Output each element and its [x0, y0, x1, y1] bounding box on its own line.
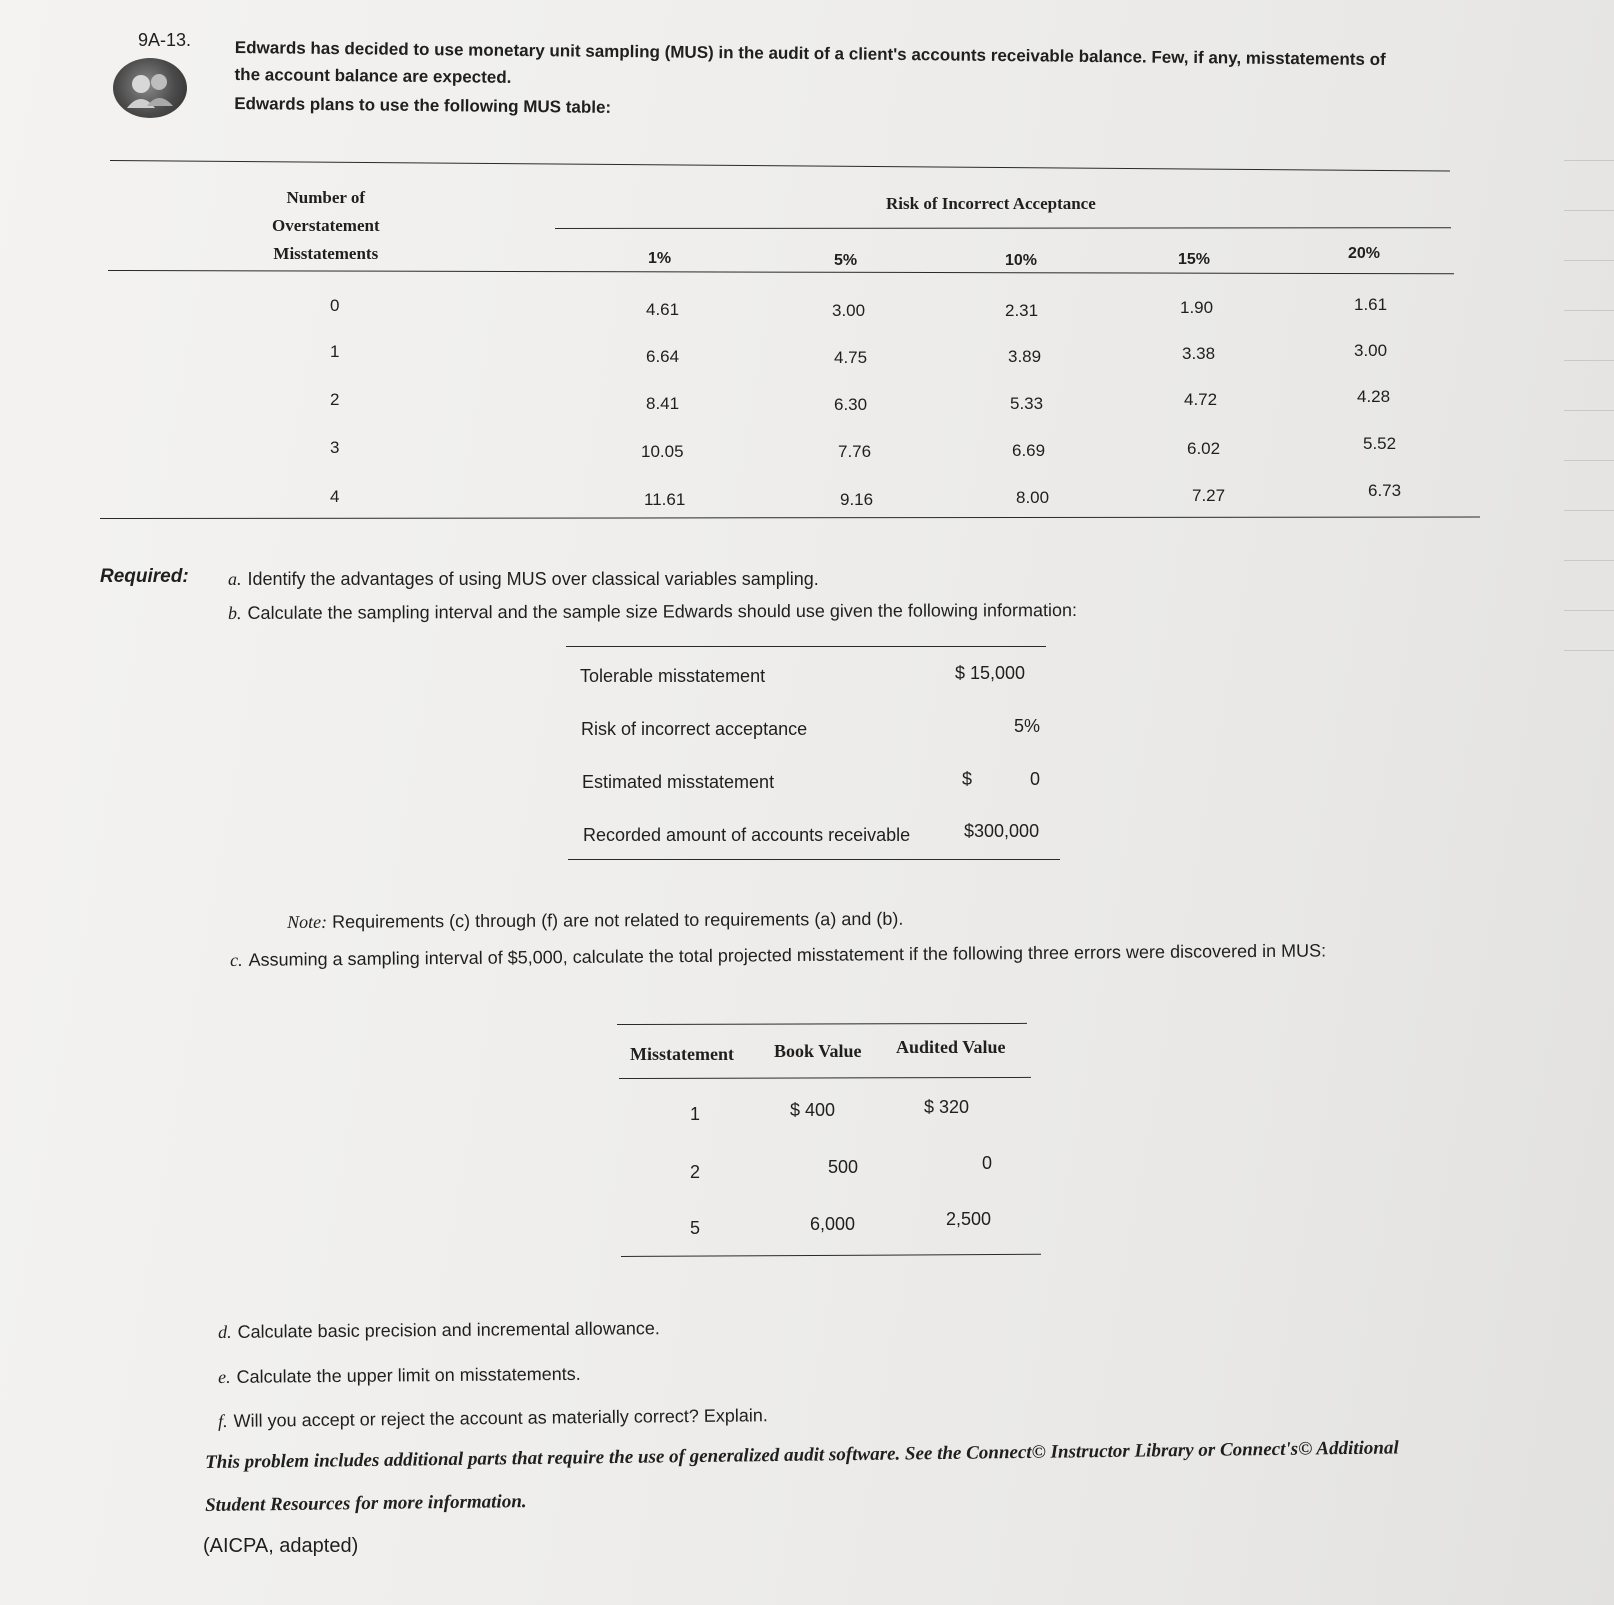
info-label: Recorded amount of accounts receivable	[583, 825, 911, 845]
mus-cell: 4.61	[646, 300, 680, 319]
mus-cell: 6.02	[1187, 439, 1221, 458]
column-header-1pct: 1%	[648, 250, 672, 267]
requirement-c-letter: c.	[230, 949, 243, 970]
mus-cell: 7.76	[838, 442, 872, 461]
requirement-c	[230, 940, 1326, 971]
mus-row-count-1: 1	[330, 342, 340, 361]
mus-row-header	[272, 184, 380, 268]
errors-table-bottom-rule	[621, 1254, 1041, 1257]
page-edge-line	[1564, 210, 1614, 211]
mus-cell: 7.27	[1192, 486, 1226, 505]
note-prefix: Note:	[287, 911, 328, 932]
software-note-line-1: This problem includes additional parts that require the use of generalized audit software. See the Connect© Instructor Library or Connect's© Additional	[205, 1437, 1399, 1473]
group-discussion-icon	[113, 58, 187, 118]
column-header-10pct: 10%	[1005, 252, 1038, 269]
mus-cell: 2.31	[1005, 301, 1039, 320]
requirement-f	[218, 1405, 768, 1432]
mus-cell: 6.30	[834, 395, 868, 414]
problem-number: 9A-13.	[138, 30, 192, 50]
risk-group-rule	[555, 227, 1451, 229]
error-number: 1	[690, 1104, 701, 1124]
requirement-e	[218, 1364, 581, 1388]
mus-cell: 1.90	[1180, 298, 1214, 317]
page-edge-line	[1564, 260, 1614, 261]
requirement-b-text: Calculate the sampling interval and the sample size Edwards should use given the following information:	[247, 600, 1078, 623]
mus-cell: 8.00	[1016, 488, 1050, 507]
mus-cell: 9.16	[840, 490, 874, 509]
error-audited-value: 2,500	[946, 1209, 992, 1229]
mus-cell: 6.69	[1012, 441, 1046, 460]
info-value: $ 15,000	[955, 663, 1026, 683]
error-book-value: 500	[828, 1157, 859, 1177]
page-edge-line	[1564, 610, 1614, 611]
mus-cell: 3.00	[1354, 341, 1388, 360]
requirement-a	[228, 569, 819, 590]
mus-cell: 8.41	[646, 394, 680, 413]
error-number: 2	[690, 1162, 701, 1182]
errors-header-book-value: Book Value	[774, 1041, 862, 1061]
mus-table-bottom-rule	[100, 517, 1480, 519]
requirement-f-letter: f.	[218, 1410, 228, 1431]
errors-header-audited-value: Audited Value	[896, 1037, 1006, 1057]
mus-header-bottom-rule	[108, 270, 1454, 274]
column-header-5pct: 5%	[834, 252, 858, 269]
error-book-value: 6,000	[810, 1214, 856, 1234]
row-header-line-1: Number of	[286, 188, 366, 207]
intro-sentence-1: Edwards has decided to use monetary unit sampling (MUS) in the audit of a client's accounts receivable balance. Few, if any, misstatements of	[234, 37, 1386, 70]
mus-cell: 4.75	[834, 348, 868, 367]
requirement-c-text: Assuming a sampling interval of $5,000, calculate the total projected misstatement if the following three errors were discovered in MUS:	[248, 940, 1327, 970]
requirement-d	[218, 1318, 660, 1343]
page-edge-line	[1564, 360, 1614, 361]
error-audited-value: 0	[982, 1153, 993, 1173]
page-edge-line	[1564, 310, 1614, 311]
intro-sentence-1-continued: the account balance are expected.	[234, 64, 512, 87]
info-value: 5%	[1014, 716, 1041, 736]
info-value: $300,000	[964, 821, 1040, 841]
row-header-line-3: Misstatements	[273, 244, 379, 263]
page-edge-line	[1564, 510, 1614, 511]
page-edge-line	[1564, 160, 1614, 161]
page-edge-line	[1564, 410, 1614, 411]
mus-cell: 6.64	[646, 347, 680, 366]
risk-group-header: Risk of Incorrect Acceptance	[886, 194, 1096, 213]
note	[287, 909, 903, 933]
mus-cell: 10.05	[641, 442, 684, 461]
info-dollar: $	[962, 769, 973, 789]
errors-header-rule	[619, 1077, 1031, 1079]
info-table-top-rule	[566, 646, 1046, 647]
mus-cell: 6.73	[1368, 481, 1402, 500]
requirement-d-letter: d.	[218, 1321, 232, 1342]
info-label: Estimated misstatement	[582, 772, 775, 792]
info-label: Risk of incorrect acceptance	[581, 719, 808, 739]
requirement-d-text: Calculate basic precision and incremental allowance.	[237, 1318, 660, 1342]
error-number: 5	[690, 1218, 701, 1238]
mus-cell: 4.72	[1184, 390, 1218, 409]
mus-row-count-4: 4	[330, 487, 340, 506]
mus-cell: 5.52	[1363, 434, 1397, 453]
intro-sentence-2: Edwards plans to use the following MUS table:	[234, 93, 612, 117]
mus-cell: 3.38	[1182, 344, 1216, 363]
errors-header-misstatement: Misstatement	[630, 1044, 734, 1064]
group-discussion-icon-graphic	[113, 58, 187, 118]
column-header-20pct: 20%	[1348, 245, 1381, 262]
problem-intro	[234, 34, 1415, 129]
requirement-e-letter: e.	[218, 1366, 231, 1387]
mus-cell: 3.89	[1008, 347, 1042, 366]
column-header-15pct: 15%	[1178, 251, 1211, 268]
mus-cell: 11.61	[644, 490, 686, 509]
requirement-b	[228, 600, 1077, 624]
row-header-line-2: Overstatement	[272, 216, 380, 235]
error-audited-value: $ 320	[924, 1097, 970, 1117]
requirement-a-text: Identify the advantages of using MUS over classical variables sampling.	[247, 569, 819, 589]
source-citation: (AICPA, adapted)	[203, 1535, 359, 1557]
mus-row-count-0: 0	[330, 296, 340, 315]
info-label: Tolerable misstatement	[580, 666, 766, 686]
mus-row-count-3: 3	[330, 438, 340, 457]
mus-row-count-2: 2	[330, 390, 340, 409]
info-table-bottom-rule	[568, 859, 1060, 860]
mus-table-top-rule	[110, 160, 1450, 172]
info-value: 0	[1030, 769, 1041, 789]
errors-table-top-rule	[617, 1023, 1027, 1025]
page-edge-line	[1564, 460, 1614, 461]
mus-cell: 1.61	[1354, 295, 1388, 314]
mus-cell: 5.33	[1010, 394, 1044, 413]
software-note-line-2: Student Resources for more information.	[205, 1491, 527, 1516]
page-edge-line	[1564, 560, 1614, 561]
note-text: Requirements (c) through (f) are not related to requirements (a) and (b).	[332, 908, 904, 932]
requirement-e-text: Calculate the upper limit on misstatements.	[236, 1363, 581, 1387]
error-book-value: $ 400	[790, 1100, 836, 1120]
required-label: Required:	[100, 566, 189, 587]
mus-cell: 4.28	[1357, 387, 1391, 406]
requirement-f-text: Will you accept or reject the account as materially correct? Explain.	[233, 1405, 768, 1431]
requirement-b-letter: b.	[228, 602, 242, 623]
mus-cell: 3.00	[832, 301, 866, 320]
page-edge-line	[1564, 650, 1614, 651]
requirement-a-letter: a.	[228, 569, 242, 589]
